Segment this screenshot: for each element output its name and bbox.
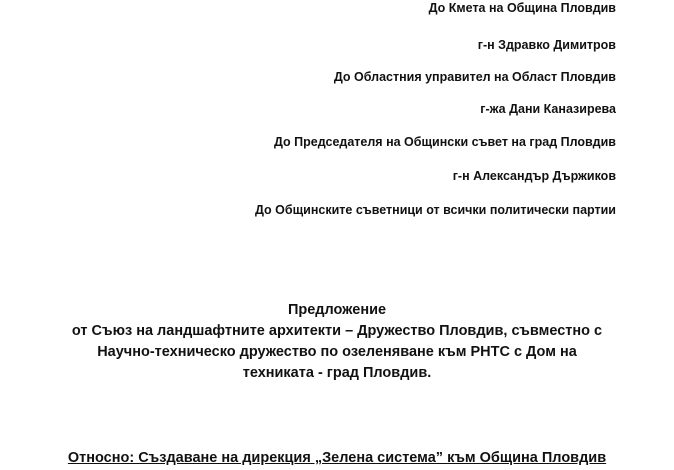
addressee-mayor-name: г-н Здравко Димитров [477,38,616,52]
proposal-heading: Предложение [287,302,387,318]
subject-line: Относно: Създаване на дирекция „Зелена система” към Община Пловдив [67,450,607,466]
proposal-line: техниката - град Пловдив. [242,365,432,381]
addressee-council-chair: До Председателя на Общински съвет на град Пловдив [273,135,616,149]
proposal-line: от Съюз на ландшафтните архитекти – Дружество Пловдив, съвместно с [71,323,603,339]
addressee-mayor: До Кмета на Община Пловдив [428,1,616,15]
addressee-councillors: До Общинските съветници от всички политически партии [254,203,616,217]
addressee-council-chair-name: г-н Александър Държиков [452,169,616,183]
proposal-line: Научно-техническо дружество по озеленяване към РНТС с Дом на [97,344,577,360]
addressee-regional-governor-name: г-жа Дани Каназирева [480,102,616,116]
proposal-block [0,300,674,384]
addressee-regional-governor: До Областния управител на Област Пловдив [333,70,616,84]
